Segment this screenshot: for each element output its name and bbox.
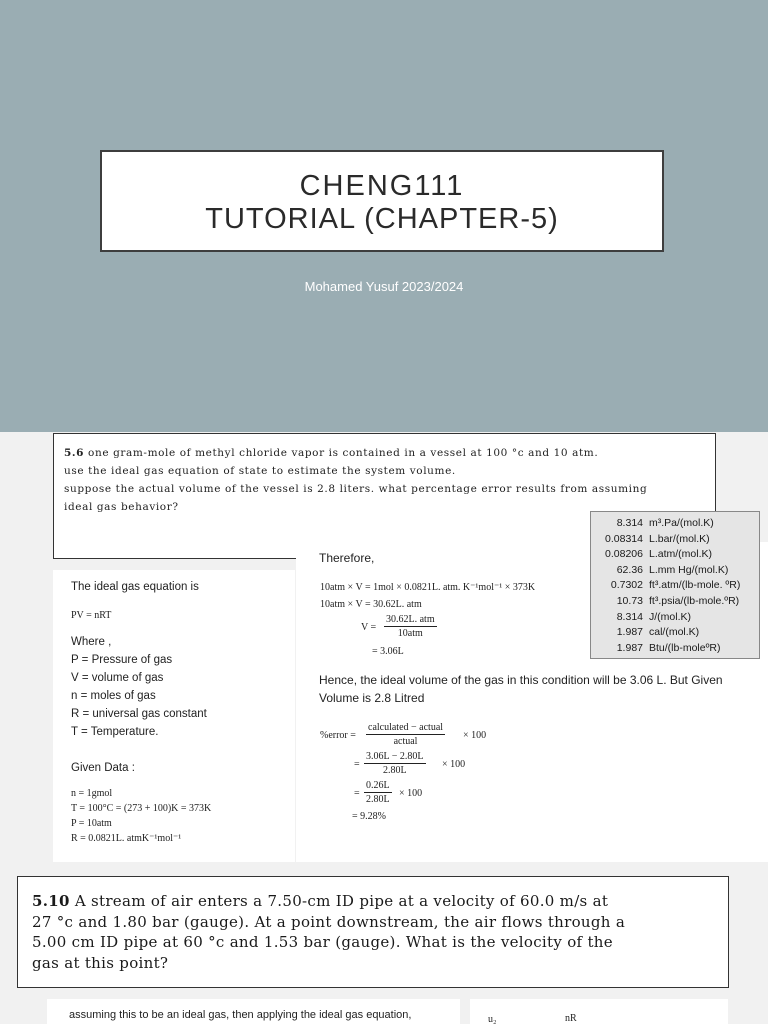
gas-constant-row <box>591 516 759 532</box>
gas-constant-row <box>591 594 759 610</box>
gas-constant-value: 0.08314 <box>605 532 643 545</box>
title-slide <box>0 0 768 432</box>
ideal-gas-equation: PV = nRT <box>71 610 112 621</box>
step-fraction: $\frac{0.26L}{2.80L}$ <box>366 780 390 805</box>
definition: T = Temperature. <box>71 726 159 738</box>
author-line: Mohamed Yusuf 2023/2024 <box>304 279 464 294</box>
gas-constant-row <box>591 578 759 594</box>
problem-5-6-slide <box>0 432 768 868</box>
formula-panel <box>470 999 728 1029</box>
volume-result: = 3.06L <box>372 646 404 657</box>
error-fraction: calculated − actual actual <box>368 722 444 747</box>
question-line: ideal gas behavior? <box>64 501 179 513</box>
hence-text: Volume is 2.8 Litred <box>319 691 425 705</box>
solution-start-panel <box>47 999 460 1029</box>
gas-constant-unit: ft³.psia/(lb-mole.ºR) <box>649 594 740 607</box>
definition: n = moles of gas <box>71 690 156 702</box>
definition: V = volume of gas <box>71 672 164 684</box>
gas-constant-value: 10.73 <box>616 594 643 607</box>
gas-constant-unit: L.bar/(mol.K) <box>649 532 710 545</box>
gas-constant-row <box>591 547 759 563</box>
times-100: × 100 <box>442 759 466 770</box>
times-100: × 100 <box>399 788 423 799</box>
hence-text: Hence, the ideal volume of the gas in this condition will be 3.06 L. But Given <box>319 673 723 687</box>
gas-constant-row <box>591 641 759 657</box>
gas-constant-table <box>590 511 760 659</box>
velocity-symbol: u₂ <box>488 1014 497 1025</box>
times-100: × 100 <box>463 730 487 741</box>
given-item: R = 0.0821L. atmK⁻¹mol⁻¹ <box>71 833 182 844</box>
gas-constant-unit: Btu/(lb-moleºR) <box>649 641 721 654</box>
gas-constant-row <box>591 563 759 579</box>
question-number: 5.10 <box>32 892 70 910</box>
definition: P = Pressure of gas <box>71 654 173 666</box>
gas-constant-unit: L.mm Hg/(mol.K) <box>649 563 729 576</box>
gas-constant-value: 1.987 <box>616 626 643 639</box>
course-code: CHENG111 <box>299 170 465 202</box>
therefore-label: Therefore, <box>319 551 375 565</box>
formula-text: nR <box>565 1013 577 1024</box>
equation-line: 10atm × V = 1mol × 0.0821L. atm. K⁻¹mol⁻¹ × 373K <box>320 582 536 593</box>
intro-text: The ideal gas equation is <box>71 581 199 593</box>
gas-constant-unit: J/(mol.K) <box>649 610 691 623</box>
question-line: suppose the actual volume of the vessel is 2.8 liters. what percentage error results from assuming <box>64 483 648 495</box>
gas-constant-value: 62.36 <box>616 563 643 576</box>
gas-constant-value: 8.314 <box>616 517 643 529</box>
theory-panel <box>53 570 295 862</box>
gas-constant-value: 0.7302 <box>610 579 643 592</box>
question-line: use the ideal gas equation of state to estimate the system volume. <box>64 465 456 477</box>
title-box <box>100 150 664 252</box>
gas-constant-unit: m³.Pa/(mol.K) <box>649 517 714 529</box>
gas-constant-unit: L.atm/(mol.K) <box>649 548 713 561</box>
gas-constant-value: 1.987 <box>616 641 643 654</box>
equals: = <box>354 759 360 770</box>
gas-constant-unit: cal/(mol.K) <box>649 626 700 639</box>
question-line: 5.10 A stream of air enters a 7.50-cm ID pipe at a velocity of 60.0 m/s at <box>32 892 609 910</box>
given-data-title: Given Data : <box>71 762 135 774</box>
gas-constant-row <box>591 625 759 641</box>
given-item: T = 100°C = (273 + 100)K = 373K <box>71 803 212 814</box>
definition: R = universal gas constant <box>71 708 207 720</box>
tutorial-title: TUTORIAL (CHAPTER-5) <box>205 203 559 235</box>
gas-constant-row <box>591 532 759 548</box>
gas-constant-value: 8.314 <box>616 610 643 623</box>
question-line: 5.6 one gram-mole of methyl chloride vapor is contained in a vessel at 100 °c and 10 atm. <box>64 447 599 459</box>
step-fraction: $\frac{3.06L - 2.80L}{2.80L}$ <box>366 751 424 776</box>
volume-label: V = <box>361 622 377 633</box>
given-item: n = 1gmol <box>71 788 113 799</box>
equation-line: 10atm × V = 30.62L. atm <box>320 599 422 610</box>
gas-constant-row <box>591 610 759 626</box>
gas-constant-value: 0.08206 <box>605 548 643 561</box>
given-item: P = 10atm <box>71 818 112 829</box>
question-line: gas at this point? <box>32 953 169 972</box>
solution-text: assuming this to be an ideal gas, then applying the ideal gas equation, <box>69 1009 412 1021</box>
volume-fraction: 30.62L. atm 10atm <box>386 614 435 639</box>
equals: = <box>354 788 360 799</box>
question-number: 5.6 <box>64 447 85 459</box>
question-box <box>17 876 729 988</box>
percent-error-label: %error = <box>320 730 356 741</box>
question-line: 5.00 cm ID pipe at 60 °c and 1.53 bar (gauge). What is the velocity of the <box>32 933 613 951</box>
question-line: 27 °c and 1.80 bar (gauge). At a point downstream, the air flows through a <box>32 912 626 931</box>
error-result: = 9.28% <box>352 811 386 822</box>
problem-5-10-slide <box>0 868 768 1024</box>
where-label: Where , <box>71 636 112 648</box>
gas-constant-unit: ft³.atm/(lb-mole. ºR) <box>649 579 741 592</box>
